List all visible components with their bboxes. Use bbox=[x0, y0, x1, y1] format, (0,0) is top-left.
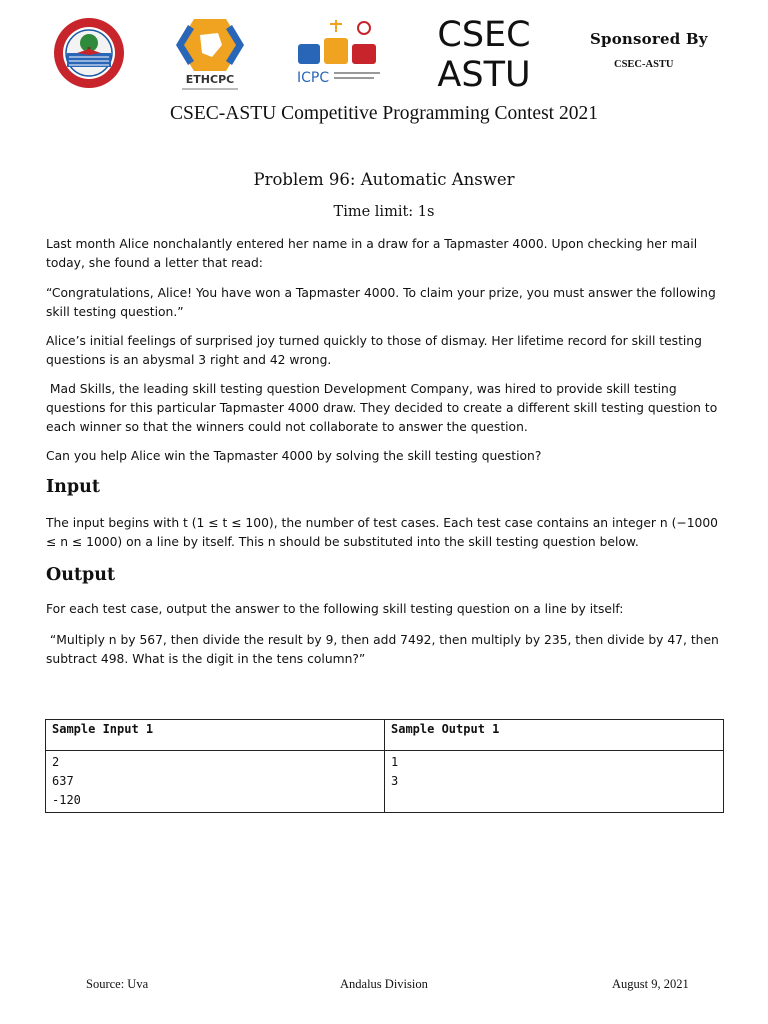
sample-input-cell bbox=[46, 751, 385, 813]
footer-division: Andalus Division bbox=[340, 977, 428, 991]
sample-output-cell bbox=[385, 751, 724, 813]
sample-input-line: 637 bbox=[52, 774, 74, 788]
output-description: For each test case, output the answer to the following skill testing question on a line by itself: bbox=[46, 602, 624, 616]
sample-input-line: -120 bbox=[52, 793, 81, 807]
ethcpc-logo bbox=[172, 15, 248, 95]
csec-logo-line1: CSEC bbox=[437, 15, 531, 55]
problem-title: Problem 96: Automatic Answer bbox=[253, 170, 515, 189]
statement-paragraph-5: Can you help Alice win the Tapmaster 4000 by solving the skill testing question? bbox=[46, 449, 542, 463]
sample-output-header: Sample Output 1 bbox=[385, 720, 724, 751]
input-heading: Input bbox=[46, 477, 100, 497]
icpc-logo bbox=[294, 16, 386, 88]
statement-paragraph-2: “Congratulations, Alice! You have won a Tapmaster 4000. To claim your prize, you must answer the following skill testing question.” bbox=[46, 286, 716, 319]
contest-title: CSEC-ASTU Competitive Programming Contest 2021 bbox=[170, 103, 598, 124]
sponsor-name: CSEC-ASTU bbox=[614, 59, 674, 70]
statement-paragraph-4: Mad Skills, the leading skill testing question Development Company, was hired to provide skill testing questions for this particular Tapmaster 4000 draw. They decided to create a different skill testing question to each winner so that the winners could not collaborate to answer the question. bbox=[46, 382, 722, 434]
input-description: The input begins with t (1 ≤ t ≤ 100), the number of test cases. Each test case contains an integer n (−1000 ≤ n ≤ 1000) on a line by itself. This n should be substituted into the skill testing question below. bbox=[46, 516, 718, 549]
sample-input-line: 2 bbox=[52, 755, 60, 769]
icpc-logo-text: ICPC bbox=[297, 70, 330, 86]
csec-astu-logo bbox=[434, 14, 534, 92]
sponsor-title: Sponsored By bbox=[590, 30, 708, 48]
statement-paragraph-1: Last month Alice nonchalantly entered her name in a draw for a Tapmaster 4000. Upon checking her mail today, she found a letter that read: bbox=[46, 237, 698, 270]
ethcpc-logo-text: ETHCPC bbox=[185, 73, 235, 86]
sample-output-line: 3 bbox=[391, 774, 399, 788]
astu-seal-logo bbox=[53, 17, 125, 89]
csec-logo-line2: ASTU bbox=[437, 55, 531, 92]
footer-source: Source: Uva bbox=[86, 977, 149, 991]
skill-testing-question: “Multiply n by 567, then divide the result by 9, then add 7492, then multiply by 235, then divide by 47, then subtract 498. What is the digit in the tens column?” bbox=[46, 633, 723, 666]
output-heading: Output bbox=[46, 565, 116, 585]
logo-bar bbox=[0, 0, 768, 100]
sample-table bbox=[45, 719, 724, 813]
sample-output-line: 1 bbox=[391, 755, 399, 769]
statement-paragraph-3: Alice’s initial feelings of surprised joy turned quickly to those of dismay. Her lifetime record for skill testing questions is an abysmal 3 right and 42 wrong. bbox=[46, 334, 702, 367]
time-limit: Time limit: 1s bbox=[333, 204, 435, 220]
sample-input-header: Sample Input 1 bbox=[46, 720, 385, 751]
footer-date: August 9, 2021 bbox=[612, 977, 689, 991]
